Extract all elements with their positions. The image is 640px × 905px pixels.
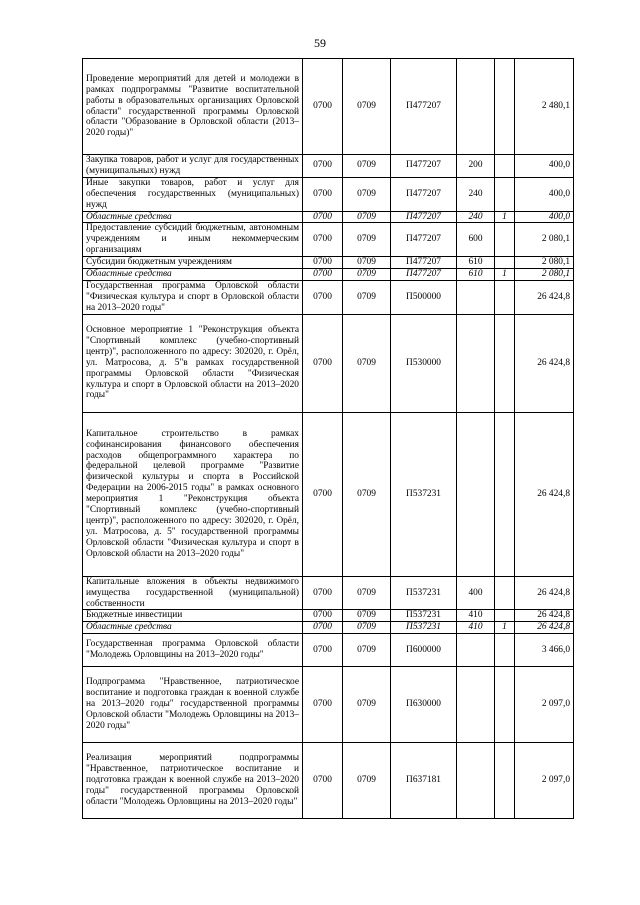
expense-type-code bbox=[457, 59, 495, 155]
table-row bbox=[83, 177, 574, 211]
table-row-regional-funds bbox=[83, 269, 574, 281]
table-row bbox=[83, 667, 574, 743]
amount: 2 080,1 bbox=[515, 223, 574, 257]
subsection-code: 0709 bbox=[343, 269, 391, 281]
section-code: 0700 bbox=[303, 177, 343, 211]
amount: 400,0 bbox=[515, 177, 574, 211]
amount: 26 424,8 bbox=[515, 280, 574, 314]
expense-type-code: 610 bbox=[457, 269, 495, 281]
page-number: 59 bbox=[314, 36, 326, 50]
amount: 2 080,1 bbox=[515, 257, 574, 269]
row-description: Основное мероприятие 1 "Реконструкция объекта "Спортивный комплекс (учебно-спортивный центр)", расположенного по адресу: 302020, г. Орёл, ул. Матросова, д. 5"в рамках государственной программы Орловской области "Физическая культура и спорт в Орловской области на 2013–2020 годы" bbox=[83, 314, 303, 412]
row-description: Областные средства bbox=[83, 211, 303, 223]
table-row bbox=[83, 280, 574, 314]
subsection-code: 0709 bbox=[343, 622, 391, 634]
expense-type-code bbox=[457, 314, 495, 412]
expense-type-code bbox=[457, 634, 495, 667]
target-article-code: П500000 bbox=[391, 280, 457, 314]
expense-type-code bbox=[457, 412, 495, 576]
section-code: 0700 bbox=[303, 280, 343, 314]
subsection-code: 0709 bbox=[343, 211, 391, 223]
expense-type-code bbox=[457, 743, 495, 819]
table-row bbox=[83, 610, 574, 622]
section-code: 0700 bbox=[303, 155, 343, 178]
source-code bbox=[495, 412, 515, 576]
subsection-code: 0709 bbox=[343, 576, 391, 610]
table-row bbox=[83, 634, 574, 667]
table-row bbox=[83, 412, 574, 576]
section-code: 0700 bbox=[303, 576, 343, 610]
target-article-code: П477207 bbox=[391, 177, 457, 211]
subsection-code: 0709 bbox=[343, 743, 391, 819]
expense-type-code: 240 bbox=[457, 177, 495, 211]
row-description: Предоставление субсидий бюджетным, автономным учреждениям и иным некоммерческим организациям bbox=[83, 223, 303, 257]
target-article-code: П477207 bbox=[391, 155, 457, 178]
target-article-code: П537231 bbox=[391, 610, 457, 622]
subsection-code: 0709 bbox=[343, 314, 391, 412]
amount: 26 424,8 bbox=[515, 314, 574, 412]
source-code bbox=[495, 257, 515, 269]
section-code: 0700 bbox=[303, 269, 343, 281]
section-code: 0700 bbox=[303, 257, 343, 269]
source-code bbox=[495, 223, 515, 257]
subsection-code: 0709 bbox=[343, 155, 391, 178]
expense-type-code: 410 bbox=[457, 622, 495, 634]
section-code: 0700 bbox=[303, 314, 343, 412]
target-article-code: П477207 bbox=[391, 211, 457, 223]
source-code: 1 bbox=[495, 211, 515, 223]
table-row bbox=[83, 59, 574, 155]
row-description: Государственная программа Орловской области "Молодежь Орловщины на 2013–2020 годы" bbox=[83, 634, 303, 667]
table-row bbox=[83, 223, 574, 257]
section-code: 0700 bbox=[303, 211, 343, 223]
table-row bbox=[83, 576, 574, 610]
table-body bbox=[83, 59, 574, 819]
target-article-code: П530000 bbox=[391, 314, 457, 412]
section-code: 0700 bbox=[303, 743, 343, 819]
amount: 3 466,0 bbox=[515, 634, 574, 667]
row-description: Государственная программа Орловской области "Физическая культура и спорт в Орловской области на 2013–2020 годы" bbox=[83, 280, 303, 314]
amount: 26 424,8 bbox=[515, 412, 574, 576]
row-description: Подпрограмма "Нравственное, патриотическое воспитание и подготовка граждан к военной службе на 2013–2020 годы" государственной программы Орловской области "Молодежь Орловщины на 2013–2020 годы" bbox=[83, 667, 303, 743]
source-code bbox=[495, 177, 515, 211]
source-code: 1 bbox=[495, 622, 515, 634]
source-code bbox=[495, 280, 515, 314]
subsection-code: 0709 bbox=[343, 177, 391, 211]
subsection-code: 0709 bbox=[343, 634, 391, 667]
table-row-regional-funds bbox=[83, 211, 574, 223]
amount: 2 080,1 bbox=[515, 269, 574, 281]
expense-type-code: 410 bbox=[457, 610, 495, 622]
target-article-code: П477207 bbox=[391, 269, 457, 281]
source-code bbox=[495, 576, 515, 610]
expense-type-code: 200 bbox=[457, 155, 495, 178]
amount: 2 097,0 bbox=[515, 667, 574, 743]
expense-type-code bbox=[457, 667, 495, 743]
section-code: 0700 bbox=[303, 610, 343, 622]
subsection-code: 0709 bbox=[343, 610, 391, 622]
table-row bbox=[83, 743, 574, 819]
section-code: 0700 bbox=[303, 223, 343, 257]
section-code: 0700 bbox=[303, 59, 343, 155]
amount: 26 424,8 bbox=[515, 576, 574, 610]
row-description: Закупка товаров, работ и услуг для государственных (муниципальных) нужд bbox=[83, 155, 303, 178]
table-row bbox=[83, 155, 574, 178]
section-code: 0700 bbox=[303, 634, 343, 667]
target-article-code: П537231 bbox=[391, 622, 457, 634]
target-article-code: П477207 bbox=[391, 59, 457, 155]
expense-type-code bbox=[457, 280, 495, 314]
source-code bbox=[495, 667, 515, 743]
amount: 2 480,1 bbox=[515, 59, 574, 155]
source-code bbox=[495, 155, 515, 178]
row-description: Субсидии бюджетным учреждениям bbox=[83, 257, 303, 269]
subsection-code: 0709 bbox=[343, 280, 391, 314]
subsection-code: 0709 bbox=[343, 59, 391, 155]
target-article-code: П600000 bbox=[391, 634, 457, 667]
table-row bbox=[83, 257, 574, 269]
row-description: Областные средства bbox=[83, 622, 303, 634]
amount: 400,0 bbox=[515, 211, 574, 223]
target-article-code: П637181 bbox=[391, 743, 457, 819]
subsection-code: 0709 bbox=[343, 667, 391, 743]
source-code bbox=[495, 314, 515, 412]
section-code: 0700 bbox=[303, 667, 343, 743]
expense-type-code: 600 bbox=[457, 223, 495, 257]
source-code bbox=[495, 743, 515, 819]
row-description: Реализация мероприятий подпрограммы "Нравственное, патриотическое воспитание и подготовка граждан к военной службе на 2013–2020 годы" государственной программы Орловской области "Молодежь Орловщины на 2013–2020 годы" bbox=[83, 743, 303, 819]
row-description: Капитальные вложения в объекты недвижимого имущества государственной (муниципальной) собственности bbox=[83, 576, 303, 610]
row-description: Бюджетные инвестиции bbox=[83, 610, 303, 622]
amount: 26 424,8 bbox=[515, 610, 574, 622]
subsection-code: 0709 bbox=[343, 223, 391, 257]
target-article-code: П477207 bbox=[391, 257, 457, 269]
source-code bbox=[495, 610, 515, 622]
expense-type-code: 240 bbox=[457, 211, 495, 223]
expense-type-code: 400 bbox=[457, 576, 495, 610]
target-article-code: П477207 bbox=[391, 223, 457, 257]
section-code: 0700 bbox=[303, 622, 343, 634]
expense-type-code: 610 bbox=[457, 257, 495, 269]
subsection-code: 0709 bbox=[343, 412, 391, 576]
source-code: 1 bbox=[495, 269, 515, 281]
section-code: 0700 bbox=[303, 412, 343, 576]
table-row-regional-funds bbox=[83, 622, 574, 634]
target-article-code: П537231 bbox=[391, 576, 457, 610]
subsection-code: 0709 bbox=[343, 257, 391, 269]
amount: 26 424,8 bbox=[515, 622, 574, 634]
row-description: Проведение мероприятий для детей и молодежи в рамках подпрограммы "Развитие воспитательной работы в образовательных организациях Орловской области" государственной программы Орловской области "Образование в Орловской области (2013–2020 годы)" bbox=[83, 59, 303, 155]
row-description: Иные закупки товаров, работ и услуг для обеспечения государственных (муниципальных) нужд bbox=[83, 177, 303, 211]
table-row bbox=[83, 314, 574, 412]
amount: 2 097,0 bbox=[515, 743, 574, 819]
target-article-code: П537231 bbox=[391, 412, 457, 576]
budget-table bbox=[82, 58, 574, 819]
amount: 400,0 bbox=[515, 155, 574, 178]
source-code bbox=[495, 59, 515, 155]
source-code bbox=[495, 634, 515, 667]
target-article-code: П630000 bbox=[391, 667, 457, 743]
row-description: Областные средства bbox=[83, 269, 303, 281]
row-description: Капитальное строительство в рамках софинансирования финансового обеспечения расходов общепрограммного характера по федеральной целевой программе "Развитие физической культуры и спорта в Российской Федерации на 2006-2015 годы" в рамках основного мероприятия 1 "Реконструкция объекта "Спортивный комплекс (учебно-спортивный центр)", расположенного по адресу: 302020, г. Орёл, ул. Матросова, д. 5" государственной программы Орловской области "Физическая культура и спорт в Орловской области на 2013–2020 годы" bbox=[83, 412, 303, 576]
